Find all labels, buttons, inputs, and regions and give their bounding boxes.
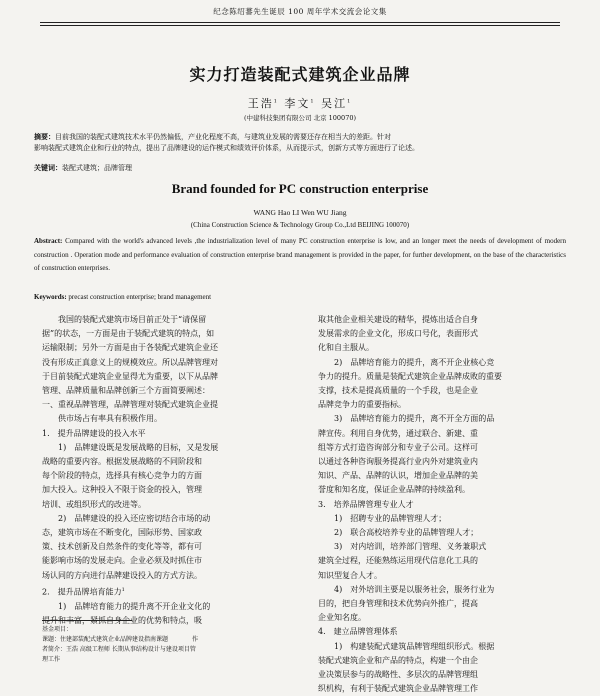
running-header: 纪念陈绍蕃先生诞辰 100 周年学术交流会论文集 [213,7,387,16]
footnote [42,625,292,665]
body-line: 建筑全过程，还能熟练运用现代信息化工具的 [318,556,478,566]
body-line: 争力的提升。质量是装配式建筑企业品牌成败的重要 [318,371,502,381]
author-1-mark: 1 [273,98,279,105]
subsection-heading-1: 1. 提升品牌建设的投入水平 [42,428,146,438]
paper-title-en: Brand founded for PC construction enterprise [171,181,429,196]
keywords-en-text: precast construction enterprise; brand management [68,293,212,301]
abstract-cn-line: 目前我国的装配式建筑技术水平仍然偏低，产业化程度不高，与建筑业发展的需要还存在相当大的差距。针对 [55,133,391,141]
abstract-en-label: Abstract: [34,237,63,245]
footnote-rule [42,620,132,621]
author-2: 李文 [284,97,311,110]
subsection-heading-2 [42,583,288,600]
abstract-en [34,235,566,276]
authors-en: WANG Hao LI Wen WU Jiang [253,208,347,217]
header-rule [40,22,560,26]
body-line: 没有形成正真意义上的规模效应。所以品牌管理对 [42,357,218,367]
body-line: 我国的装配式建筑市场目前正处于“请保留 [58,315,207,324]
footnote-line: 者简介：王浩 高级工程师 长期从事结构设计与建设项目管 [42,646,196,653]
body-line: 组等方式打造咨询部分和专业子公司。这样可 [318,442,478,452]
author-1: 王浩 [247,97,274,110]
body-line: 化和自主服从。 [318,343,374,353]
footnote-label: 基金项目： [42,626,73,633]
body-line: 1) 品牌建设既是发展战略的目标，又是发展 [58,442,219,452]
keywords-en-label: Keywords: [34,293,67,301]
footnote-line: 课题：住建部装配式建筑企业品牌建设指南课题 作 [42,636,199,643]
body-line: 每个阶段的特点，选择具有核心竞争力的方面 [42,471,202,481]
list-item: 3) 对内培训，培养部门管理、义务兼职式 [334,542,487,552]
body-line: 发展需求的企业文化，形成口号化，表面形式 [318,329,478,339]
abstract-cn-label: 摘要： [34,132,55,141]
body-line: 场认同的方向进行品牌建设投入的方式方法。 [42,570,202,580]
body-line: 企业知名度。 [318,613,366,623]
body-line: 战略的重要内容。根据发展战略的不同阶段和 [42,457,202,467]
body-line: 据”的状态，一方面是由于装配式建筑的特点，如 [42,329,215,339]
author-2-mark: 1 [310,98,316,105]
abstract-en-text: Compared with the world's advanced levels ,the industrialization level of many PC construction enterprise is low, and an longer meet the needs of development of modern construction . Operation mode and performance evaluation of construction enterprise brand management is provided in the paper, for further development, on the base of the characteristics of construction enterprises. [34,237,567,272]
body-line: 牌宣传。利用自身优势，通过联合、新建、重 [318,428,478,438]
body-line: 知识型复合人才。 [318,570,382,580]
subsection-heading-4: 4. 建立品牌管理体系 [318,627,398,637]
body-column-left [42,313,288,628]
keywords-en [34,293,566,301]
affiliation-en: (China Construction Science & Technology Group Co.,Ltd BEIJING 100070) [190,221,410,229]
body-line: 提升和丰富，紧抓自身企业的优势和特点，吸 [42,615,202,625]
paper-title-cn: 实力打造装配式建筑企业品牌 [189,65,411,84]
body-line: 运输限制；另外一方面是由于各装配式建筑企业还 [42,343,218,353]
footnote-line: 理工作 [42,656,61,663]
keywords-cn-text: 装配式建筑；品牌管理 [62,164,132,172]
body-line: 1) 构建装配式建筑品牌管理组织形式。根据 [334,641,495,651]
body-line: 业决策层参与的战略性、多层次的品牌管理组 [318,670,478,680]
section-heading-1-cont: 供市场占有率具有积极作用。 [58,414,162,424]
authors-cn [0,95,600,111]
body-line: 装配式建筑企业和产品的特点，构建一个由企 [318,655,478,665]
body-line: 誉度和知名度，保证企业品牌的持续盈利。 [318,485,470,495]
body-column-right [318,313,566,696]
list-item: 2) 联合高校培养专业的品牌管理人才； [334,528,479,538]
body-line: 织机构，有利于装配式建筑企业品牌管理工作 [318,684,478,694]
body-line: 4) 对外培训主要是以服务社会，服务行业为 [334,584,495,594]
section-heading-1: 一、重视品牌管理，品牌管理对装配式建筑企业提 [42,400,218,410]
affiliation-cn: (中建科技集团有限公司 北京 100070) [243,114,357,122]
body-line: 培训、或组织形式的改进等。 [42,499,146,509]
body-line: 于目前装配式建筑企业显得尤为重要，以下从品牌 [42,371,218,381]
keywords-cn [34,163,566,173]
footnote-mark: 1 [121,586,125,593]
subsection-heading-2-text: 2. 提升品牌培育能力 [42,587,122,597]
body-line: 以通过各种咨询服务提高行业内外对建筑业内 [318,457,478,467]
body-line: 1) 品牌培育能力的提升离不开企业文化的 [58,601,211,611]
body-line: 能影响市场的发展走向。企业必须及时抓住市 [42,556,202,566]
abstract-cn-line: 影响装配式建筑企业和行业的特点，提出了品牌建设的运作模式和绩效评价体系，从而提示式，创新方式等方面进行了论述。 [34,144,419,152]
abstract-cn [34,131,566,154]
body-line: 2) 品牌建设的投入还应密切结合市场的动 [58,513,211,523]
body-line: 取其他企业相关建设的精华，提炼出适合自身 [318,315,478,324]
author-3: 吴江 [321,97,348,110]
keywords-cn-label: 关键词： [34,163,62,172]
body-line: 目的，把自身管理和技术优势向外推广，提高 [318,599,478,609]
body-line: 3) 品牌培育能力的提升，离不开全方面的品 [334,414,495,424]
body-line: 支撑，技术是提高质量的一个手段，也是企业 [318,386,478,396]
body-line: 管理、品牌质量和品牌创新三个方面简要阐述： [42,386,210,396]
body-line: 策、技术创新及自然条件的变化等等，都有可 [42,542,202,552]
body-line: 品牌竞争力的重要指标。 [318,400,406,410]
subsection-heading-3: 3. 培养品牌管理专业人才 [318,499,414,509]
body-line: 加大投入。这种投入不限于资金的投入，管理 [42,485,202,495]
body-line: 知识、产品、品牌的认识，增加企业品牌的美 [318,471,478,481]
body-line: 2) 品牌培育能力的提升，离不开企业核心竞 [334,357,495,367]
body-line: 态，建筑市场在不断变化，国际形势、国家政 [42,528,202,538]
author-3-mark: 1 [347,98,353,105]
list-item: 1) 招聘专业的品牌管理人才； [334,513,447,523]
